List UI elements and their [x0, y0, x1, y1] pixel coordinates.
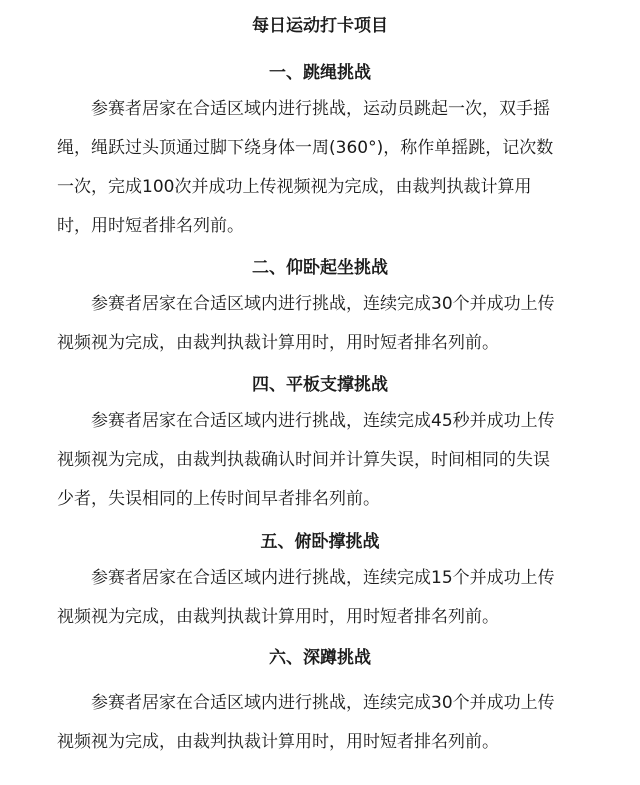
- section-heading-push-ups: 五、俯卧撑挑战: [260, 532, 380, 552]
- body-line: 参赛者居家在合适区域内进行挑战，连续完成30个并成功上传: [91, 693, 555, 713]
- section-body-jump-rope: [57, 90, 581, 246]
- section-body-sit-ups: [57, 285, 581, 363]
- body-line: 视频视为完成，由裁判执裁计算用时，用时短者排名列前。: [57, 607, 499, 627]
- body-line: 视频视为完成，由裁判执裁计算用时，用时短者排名列前。: [57, 333, 499, 353]
- section-heading-squats: 六、深蹲挑战: [269, 648, 371, 668]
- section-body-plank: [57, 402, 581, 519]
- body-line: 视频视为完成，由裁判执裁确认时间并计算失误，时间相同的失误: [57, 450, 550, 470]
- body-line: 时，用时短者排名列前。: [57, 216, 244, 236]
- body-line: 少者，失误相同的上传时间早者排名列前。: [57, 489, 380, 509]
- section-heading-plank: 四、平板支撑挑战: [252, 375, 388, 395]
- body-line: 参赛者居家在合适区域内进行挑战，连续完成15个并成功上传: [91, 568, 555, 588]
- section-body-push-ups: [57, 559, 581, 637]
- section-heading-sit-ups: 二、仰卧起坐挑战: [252, 258, 388, 278]
- body-line: 参赛者居家在合适区域内进行挑战，连续完成45秒并成功上传: [91, 411, 555, 431]
- section-heading-jump-rope: 一、跳绳挑战: [269, 63, 371, 83]
- section-body-squats: [57, 684, 581, 762]
- body-line: 一次，完成100次并成功上传视频视为完成，由裁判执裁计算用: [57, 177, 532, 197]
- document-title: 每日运动打卡项目: [252, 16, 388, 36]
- body-line: 绳，绳跃过头顶通过脚下绕身体一周(360°)，称作单摇跳，记次数: [57, 138, 554, 158]
- body-line: 参赛者居家在合适区域内进行挑战，连续完成30个并成功上传: [91, 294, 555, 314]
- body-line: 视频视为完成，由裁判执裁计算用时，用时短者排名列前。: [57, 732, 499, 752]
- body-line: 参赛者居家在合适区域内进行挑战，运动员跳起一次，双手摇: [91, 99, 550, 119]
